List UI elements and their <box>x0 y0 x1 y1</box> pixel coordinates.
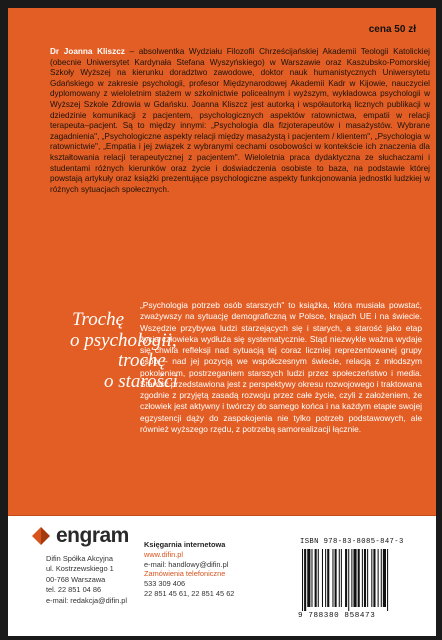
shop-url-link[interactable]: www.difin.pl <box>144 549 184 559</box>
publisher-logo <box>30 524 129 548</box>
publisher-city: 00-768 Warszawa <box>46 574 106 584</box>
orders-heading: Zamówienia telefoniczne <box>144 569 226 579</box>
author-bio-text: – absolwentka Wydziału Filozofii Chrześcijańskiej Akademii Teologii Katolickiej (obecnie Uniwersytet Kardynała Stefana Wyszyńskiego) w Warszawie oraz Kaszubsko-Pomorskiej Szkoły Wyższej na kierunku doradztwo zawodowe, doktor nauk humanistycznych Uniwersytetu Gdańskiego w zakresie psychologii, profesor Międzynarodowej Akademii Kadr w Kijowie, nauczyciel dyplomowany z wieloletnim stażem w szkolnictwie policealnym i wyższym, wykładowca psychologii w Wyższej Szkole Zdrowia w Gdańsku. Joanna Kliszcz jest autorką i współautorką licznych publikacji w dziedzinie komunikacji z pacjentem, psychologicznych aspektów ratownictwa, empatii w relacji terapeuta–pacjent. Są to między innymi: „Psychologia dla fizjoterapeutów i masażystów. Wybrane zagadnienia", „Psychologiczne aspekty relacji między masażystą i pacjentem / klientem", „Psychologia w ratownictwie", „Empatia i jej związek z wybranymi cechami osobowości w kontekście ich znaczenia dla kształtowania relacji terapeutycznej z pacjentem". Wieloletnia praca dydaktyczna ze słuchaczami i studentami różnych kierunków oraz życie i doświadczenia osobiste to baza, na podstawie której powstają artykuły oraz książki prezentujące psychologiczne aspekty funkcjonowania jednostki ludzkiej w różnych sytuacjach społecznych. <box>50 47 430 194</box>
barcode-icon <box>300 549 418 611</box>
author-name: Dr Joanna Kliszcz <box>50 47 125 56</box>
orders-phone-1: 533 309 406 <box>144 579 186 589</box>
book-blurb: „Psychologia potrzeb osób starszych" to książka, która musiała powstać, zważywszy na sytuację demograficzną w Polsce, krajach UE i na świecie. Wszędzie przybywa ludzi starzejących się i starych, a starość jako etap życia człowieka wydłuża się systematycznie. Stąd niezwykle ważna wydaje się chwila refleksji nad sytuacją tej coraz liczniej reprezentowanej grupy osób – nad jej pozycją we współczesnym świecie, relacją z młodszym pokoleniem, postrzeganiem starszych ludzi przez społeczeństwo i media. Starość przedstawiona jest z perspektywy okresu rozwojowego i traktowana zgodnie z przyjętą zasadą rozwoju przez całe życie, czyli z założeniem, że człowiek jest aktywny i twórczy do samego końca i na każdym etapie swojej egzystencji dąży do zaspokojenia nie tylko potrzeb podstawowych, ale również wyższego rzędu, z potrzebą samorealizacji łącznie. <box>140 300 422 434</box>
author-bio <box>50 47 430 195</box>
tagline-line-4: o starości <box>104 370 178 392</box>
tagline-line-2: o psychologii, <box>70 329 177 351</box>
online-shop-info <box>144 540 234 599</box>
tagline-line-1: Trochę <box>72 309 125 330</box>
ean-digits: 9 788380 858473 <box>298 612 376 620</box>
shop-heading: Księgarnia internetowa <box>144 540 226 549</box>
engram-logo-icon <box>30 525 52 547</box>
publisher-email: e-mail: redakcja@difin.pl <box>46 595 128 605</box>
publisher-phone: tel. 22 851 04 86 <box>46 585 102 595</box>
publisher-address <box>46 554 127 606</box>
logo-wordmark: engram <box>56 524 129 547</box>
shop-email: e-mail: handlowy@difin.pl <box>144 559 229 569</box>
book-back-cover <box>8 8 436 636</box>
tagline-line-3: trochę <box>118 350 166 371</box>
isbn-label: ISBN 978-83-8085-847-3 <box>300 538 404 546</box>
publisher-name: Difin Spółka Akcyjna <box>46 554 113 563</box>
orders-phone-2: 22 851 45 61, 22 851 45 62 <box>144 588 235 598</box>
price-label: cena 50 zł <box>368 24 416 35</box>
publisher-street: ul. Kostrzewskiego 1 <box>46 564 114 574</box>
